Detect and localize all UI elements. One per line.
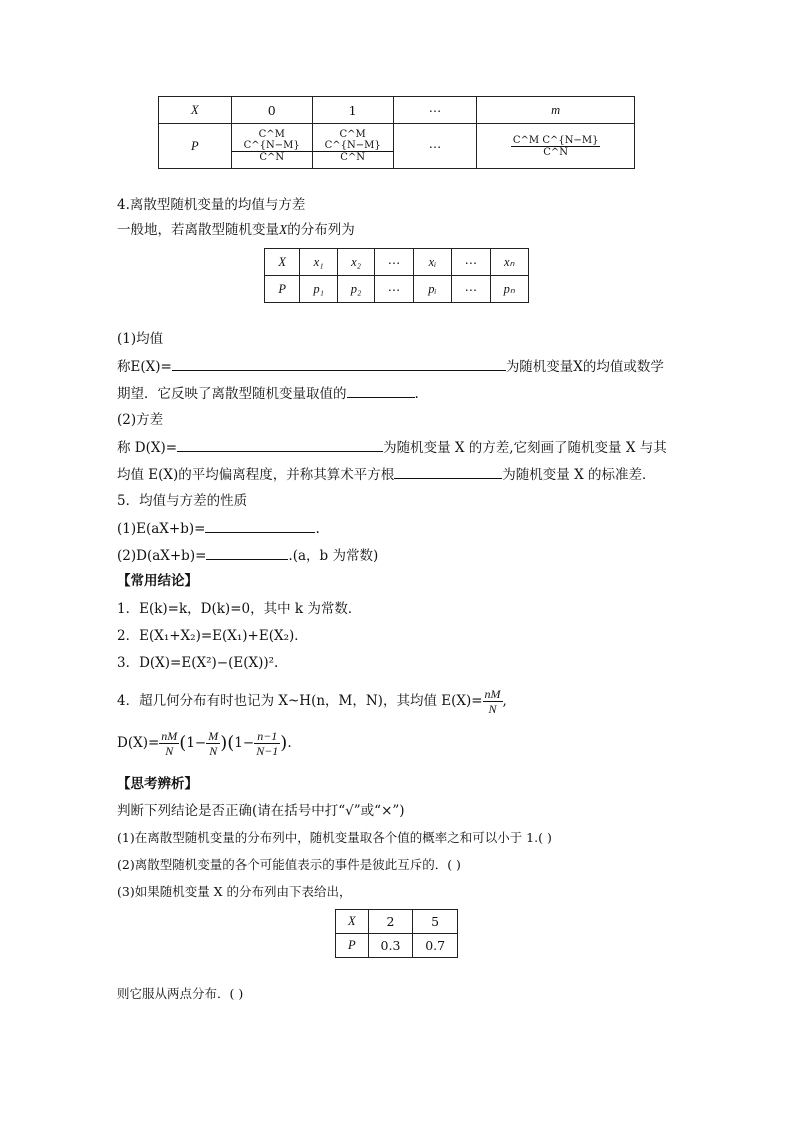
fraction-denominator: N−1 (256, 744, 279, 758)
text: 称E(X)= (117, 359, 172, 375)
table-row-header-p: P (159, 124, 232, 169)
distribution-table (264, 248, 529, 303)
answer-blank[interactable] (172, 356, 506, 371)
text: 为随机变量 X 的方差,它刻画了随机变量 X 与其 (383, 440, 667, 456)
text: . (414, 386, 419, 402)
table-cell: 2 (368, 910, 413, 934)
paragraph (117, 464, 656, 485)
question-3-end: 则它服从两点分布．( ) (117, 986, 244, 1001)
fraction-denominator: N (488, 702, 497, 716)
table-cell: ⋯ (452, 249, 490, 276)
table-cell: p₁ (300, 276, 337, 303)
text: (2)D(aX+b)= (117, 548, 207, 564)
fraction-denominator: C^N (543, 146, 569, 158)
fraction-numerator: M (208, 729, 219, 743)
answer-blank[interactable] (394, 464, 502, 479)
section-heading: 【思考辨析】 (117, 776, 198, 792)
mean-title: (1)均值 (117, 331, 164, 347)
fraction-numerator: C^M C^{N−M} (313, 129, 393, 152)
paragraph (117, 383, 419, 404)
table-cell: m (477, 97, 635, 124)
table-cell: ⋯ (452, 276, 490, 303)
fraction-numerator: n−1 (254, 729, 280, 744)
variance-formula: D(X)= $\frac{nM}{N}$ (1− $\frac{M}{N}$ )(1− $\frac{n-1}{N-1}$ ). (117, 729, 292, 758)
fraction-numerator: C^M C^{N−M} (512, 134, 599, 146)
table-cell: xₙ (490, 249, 528, 276)
table-cell: x₁ (300, 249, 337, 276)
table-cell: ⋯ (393, 124, 477, 169)
paragraph (117, 220, 355, 240)
section-heading: 4.离散型随机变量的均值与方差 (117, 197, 306, 213)
table-cell: 0.7 (413, 934, 458, 958)
question-2: (2)离散型随机变量的各个可能值表示的事件是彼此互斥的．( ) (117, 857, 461, 872)
paragraph (117, 545, 378, 566)
section-heading: 【常用结论】 (117, 573, 198, 589)
answer-blank[interactable] (347, 383, 415, 398)
text: D(X)= (117, 735, 160, 751)
text: 均值 E(X)的平均偏离程度，并称其算术平方根 (117, 467, 395, 483)
text: , (502, 693, 507, 709)
answer-blank[interactable] (206, 545, 288, 560)
text: . (315, 521, 320, 537)
section-heading: 5．均值与方差的性质 (117, 493, 248, 509)
conclusion-item: 3．D(X)=E(X²)−(E(X))². (117, 655, 279, 671)
answer-blank[interactable] (177, 437, 383, 452)
text: 一般地，若离散型随机变量 (117, 222, 279, 238)
fraction-numerator: nM (484, 687, 501, 701)
paragraph (117, 518, 320, 539)
table-cell: ⋯ (393, 97, 477, 124)
table-cell: 0 (231, 97, 312, 124)
conclusion-item: 2．E(X₁+X₂)=E(X₁)+E(X₂)． (117, 628, 308, 644)
table-cell: pₙ (490, 276, 528, 303)
table-cell: xᵢ (413, 249, 451, 276)
table-cell: X (336, 910, 369, 934)
conclusion-item (117, 684, 507, 718)
two-point-table (335, 909, 458, 958)
table-cell (231, 124, 312, 169)
question-1: (1)在离散型随机变量的分布列中，随机变量取各个值的概率之和可以小于 1.( ) (117, 830, 552, 845)
text: 的分布列为 (287, 222, 355, 238)
fraction-numerator: nM (161, 729, 178, 743)
text: 称 D(X)= (117, 440, 178, 456)
text: 期望．它反映了离散型随机变量取值的 (117, 386, 347, 402)
hypergeometric-table (158, 96, 635, 169)
question-3: (3)如果随机变量 X 的分布列由下表给出， (117, 884, 352, 899)
table-cell: P (336, 934, 369, 958)
table-row-header-x: X (159, 97, 232, 124)
table-cell: p₂ (337, 276, 374, 303)
table-cell: 5 (413, 910, 458, 934)
conclusion-item: 1．E(k)=k，D(k)=0，其中 k 为常数． (117, 601, 362, 617)
table-cell: X (265, 249, 300, 276)
table-cell: P (265, 276, 300, 303)
table-cell: x₂ (337, 249, 374, 276)
text: 为随机变量X的均值或数学 (505, 359, 664, 375)
table-cell: 1 (312, 97, 393, 124)
text: 1− (234, 735, 255, 751)
text: 4．超几何分布有时也记为 X~H(n，M，N)，其均值 E(X)= (117, 693, 483, 709)
fraction-numerator: C^M C^{N−M} (232, 129, 312, 152)
table-cell (312, 124, 393, 169)
fraction-denominator: C^N (340, 152, 366, 163)
paragraph (117, 356, 664, 377)
variance-title: (2)方差 (117, 412, 164, 428)
fraction-denominator: N (165, 744, 174, 758)
table-cell: ⋯ (375, 276, 413, 303)
variable: X (279, 222, 288, 237)
table-cell: 0.3 (368, 934, 413, 958)
table-cell: ⋯ (375, 249, 413, 276)
table-cell: pᵢ (413, 276, 451, 303)
paragraph: 判断下列结论是否正确(请在括号中打“√”或“×”) (117, 803, 405, 819)
answer-blank[interactable] (205, 518, 315, 533)
fraction-denominator: N (209, 744, 218, 758)
text: (1)E(aX+b)= (117, 521, 206, 537)
text: .(a，b 为常数) (288, 548, 379, 564)
table-cell (477, 124, 635, 169)
paragraph (117, 437, 667, 458)
text: 为随机变量 X 的标准差． (502, 467, 656, 483)
fraction-denominator: C^N (259, 152, 285, 163)
text: 1− (186, 735, 207, 751)
